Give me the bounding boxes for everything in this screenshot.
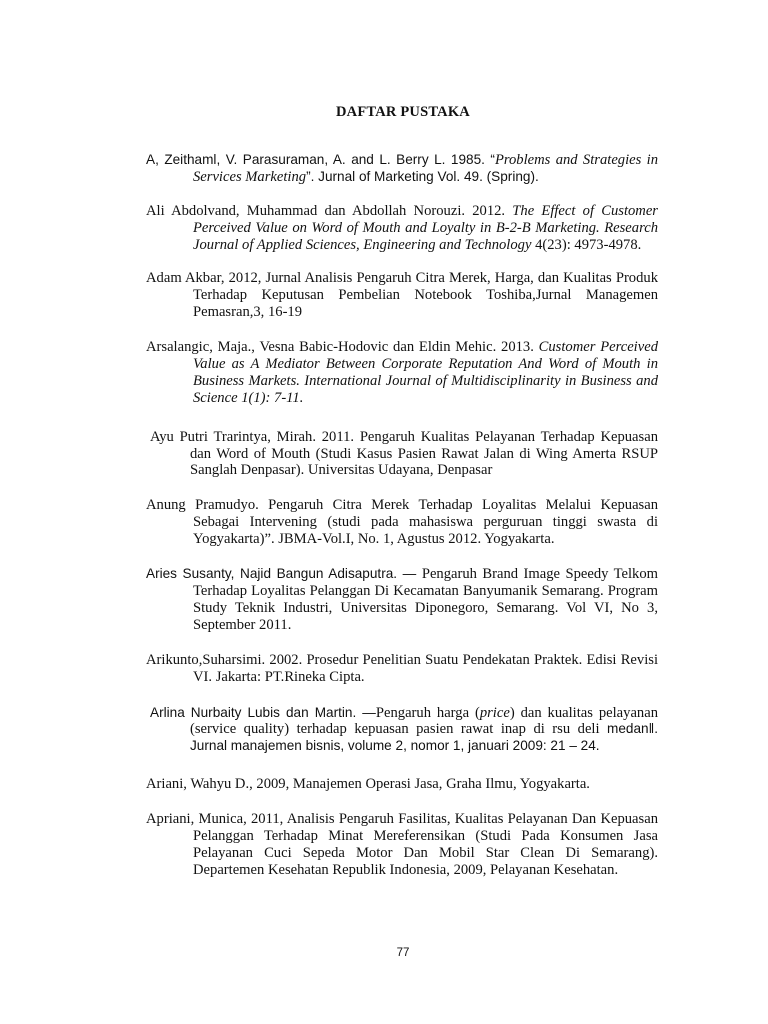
reference-text: price xyxy=(479,704,510,721)
reference-text: Anung Pramudyo. Pengaruh Citra Merek Terhadap Loyalitas Melalui Kepuasan Sebagai Intervening (studi pada mahasiswa perguruan tinggi swasta di Yogyakarta)”. JBMA-Vol.I, No. 1, Agustus 2012. Yogyakarta. xyxy=(146,497,658,548)
reference-entry xyxy=(146,776,658,793)
reference-text: Ali Abdolvand, Muhammad dan Abdollah Norouzi. 2012. xyxy=(146,202,513,219)
reference-entry xyxy=(146,811,658,879)
reference-entry xyxy=(146,705,658,756)
reference-text: Arikunto,Suharsimi. 2002. Prosedur Penelitian Suatu Pendekatan Praktek. Edisi Revisi VI. Jakarta: PT.Rineka Cipta. xyxy=(146,651,658,685)
reference-text: Problems and Strategies in Services Marketing xyxy=(193,152,658,185)
reference-entry xyxy=(146,270,658,321)
page-number: 77 xyxy=(396,947,410,959)
reference-list xyxy=(146,152,658,896)
reference-text: Aries Susanty, Najid Bangun Adisaputra. — xyxy=(146,566,422,582)
reference-entry xyxy=(146,566,658,634)
reference-entry xyxy=(146,497,658,548)
reference-text: Pengaruh Brand Image Speedy Telkom Terhadap Loyalitas Pelanggan Di Kecamatan Banyumanik Semarang. Program Study Teknik Industri, Universitas Diponegoro, Semarang. Vol VI, No 3, September 2011. xyxy=(193,566,658,633)
reference-text: 4(23): 4973-4978. xyxy=(531,236,642,253)
reference-text: Pengaruh harga ( xyxy=(375,704,480,721)
reference-text: Arsalangic, Maja., Vesna Babic-Hodovic dan Eldin Mehic. 2013. xyxy=(146,339,539,356)
reference-text: ”. Jurnal of Marketing Vol. 49. (Spring). xyxy=(306,168,539,184)
reference-text: Arlina Nurbaity Lubis dan Martin. — xyxy=(150,704,376,720)
reference-entry xyxy=(146,429,658,480)
reference-text: A, Zeithaml, V. Parasuraman, A. and L. Berry L. 1985. “ xyxy=(146,152,495,167)
reference-text: ) dan kualitas pelayanan (service quality) terhadap kepuasan pasien rawat inap di rsu deli xyxy=(190,704,659,738)
reference-entry xyxy=(146,152,658,186)
reference-text: Customer Perceived Value as A Mediator Between Corporate Reputation And Word of Mouth in Business Markets. International Journal of Multidisciplinarity in Business and Science 1(1): 7-11. xyxy=(193,339,658,406)
reference-text: medanǁ. Jurnal manajemen bisnis, volume 2, nomor 1, januari 2009: 21 – 24. xyxy=(190,721,658,754)
page-title: DAFTAR PUSTAKA xyxy=(336,104,470,120)
reference-entry xyxy=(146,203,658,254)
reference-text: Ayu Putri Trarintya, Mirah. 2011. Pengaruh Kualitas Pelayanan Terhadap Kepuasan dan Word of Mouth (Studi Kasus Pasien Rawat Jalan di Wing Amerta RSUP Sanglah Denpasar). Universitas Udayana, Denpasar xyxy=(150,428,658,479)
reference-text: Adam Akbar, 2012, Jurnal Analisis Pengaruh Citra Merek, Harga, dan Kualitas Produk Terhadap Keputusan Pembelian Notebook Toshiba,Jurnal Managemen Pemasran,3, 16-19 xyxy=(146,270,658,321)
reference-entry xyxy=(146,652,658,686)
reference-text: Ariani, Wahyu D., 2009, Manajemen Operasi Jasa, Graha Ilmu, Yogyakarta. xyxy=(146,776,590,793)
reference-entry xyxy=(146,339,658,407)
reference-text: The Effect of Customer Perceived Value on Word of Mouth and Loyalty in B-2-B Marketing. Research Journal of Applied Sciences, Engineering and Technology xyxy=(193,202,658,253)
reference-text: Apriani, Munica, 2011, Analisis Pengaruh Fasilitas, Kualitas Pelayanan Dan Kepuasan Pelanggan Terhadap Minat Mereferensikan (Studi Pada Konsumen Jasa Pelayanan Cuci Sepeda Motor Dan Mobil Star Clean Di Semarang). Departemen Kesehatan Republik Indonesia, 2009, Pelayanan Kesehatan. xyxy=(146,811,658,878)
